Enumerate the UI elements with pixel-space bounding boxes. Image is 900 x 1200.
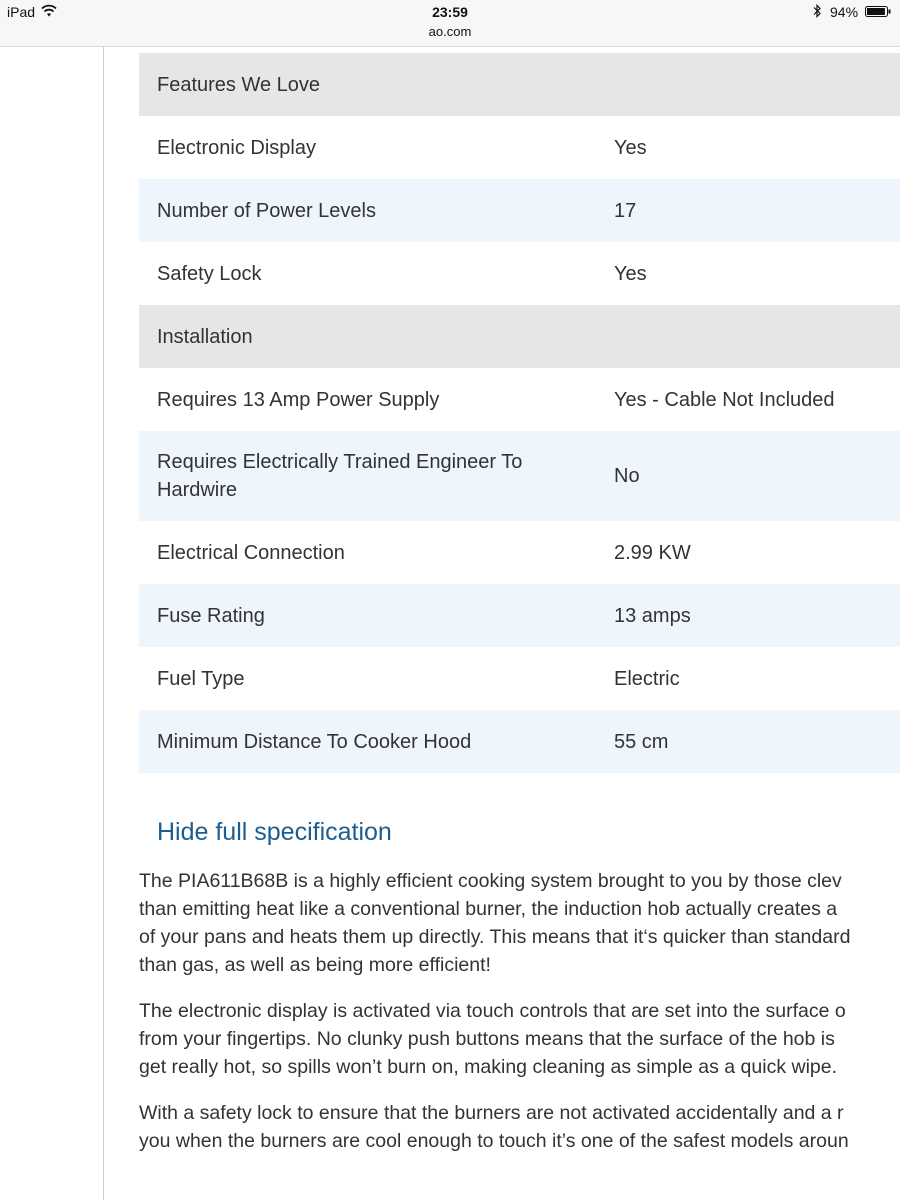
spec-label: Requires Electrically Trained Engineer To Hardwire	[139, 431, 614, 521]
spec-row	[139, 179, 900, 242]
spec-label: Fuse Rating	[139, 584, 614, 647]
description-line: The electronic display is activated via touch controls that are set into the surface o	[139, 1000, 846, 1022]
spec-value	[614, 53, 900, 116]
spec-row	[139, 710, 900, 773]
spec-label: Safety Lock	[139, 242, 614, 305]
spec-value: No	[614, 431, 900, 521]
description-line: from your fingertips. No clunky push buttons means that the surface of the hob is	[139, 1028, 835, 1050]
bluetooth-icon	[812, 4, 822, 18]
description-line: With a safety lock to ensure that the burners are not activated accidentally and a r	[139, 1102, 844, 1124]
description-paragraph-1	[139, 867, 900, 979]
hide-full-specification-link[interactable]: Hide full specification	[157, 818, 392, 846]
left-divider	[103, 47, 104, 1200]
spec-row	[139, 521, 900, 584]
description-line: than gas, as well as being more efficient!	[139, 954, 491, 976]
spec-value: 13 amps	[614, 584, 900, 647]
status-bar	[0, 0, 900, 47]
spec-row	[139, 431, 900, 521]
spec-value: 55 cm	[614, 710, 900, 773]
spec-label: Fuel Type	[139, 647, 614, 710]
spec-label: Minimum Distance To Cooker Hood	[139, 710, 614, 773]
section-title: Installation	[139, 305, 614, 368]
description-line: get really hot, so spills won’t burn on, making cleaning as simple as a quick wipe.	[139, 1056, 838, 1078]
description-paragraph-2	[139, 997, 900, 1081]
battery-icon	[865, 6, 891, 17]
address-bar-url[interactable]: ao.com	[428, 24, 472, 39]
description-line: of your pans and heats them up directly. This means that it‘s quicker than standard	[139, 926, 851, 948]
spec-value: Electric	[614, 647, 900, 710]
spec-value: 17	[614, 179, 900, 242]
spec-row	[139, 647, 900, 710]
spec-value: Yes	[614, 242, 900, 305]
spec-row	[139, 584, 900, 647]
spec-label: Requires 13 Amp Power Supply	[139, 368, 614, 431]
spec-value: Yes	[614, 116, 900, 179]
clock-time: 23:59	[432, 4, 468, 20]
device-name: iPad	[7, 4, 36, 20]
spec-row	[139, 116, 900, 179]
description-line: The PIA611B68B is a highly efficient cooking system brought to you by those clev	[139, 870, 842, 892]
spec-label: Electronic Display	[139, 116, 614, 179]
spec-row	[139, 368, 900, 431]
specification-table	[139, 53, 900, 773]
spec-label: Number of Power Levels	[139, 179, 614, 242]
spec-label: Electrical Connection	[139, 521, 614, 584]
spec-value	[614, 305, 900, 368]
battery-percent: 94%	[830, 4, 859, 20]
spec-value: Yes - Cable Not Included	[614, 368, 900, 431]
spec-row	[139, 242, 900, 305]
description-line: than emitting heat like a conventional burner, the induction hob actually creates a	[139, 898, 838, 920]
section-title: Features We Love	[139, 53, 614, 116]
description-paragraph-3	[139, 1099, 900, 1155]
description-line: you when the burners are cool enough to touch it’s one of the safest models aroun	[139, 1130, 849, 1152]
spec-section-header	[139, 53, 900, 116]
spec-section-header	[139, 305, 900, 368]
spec-value: 2.99 KW	[614, 521, 900, 584]
